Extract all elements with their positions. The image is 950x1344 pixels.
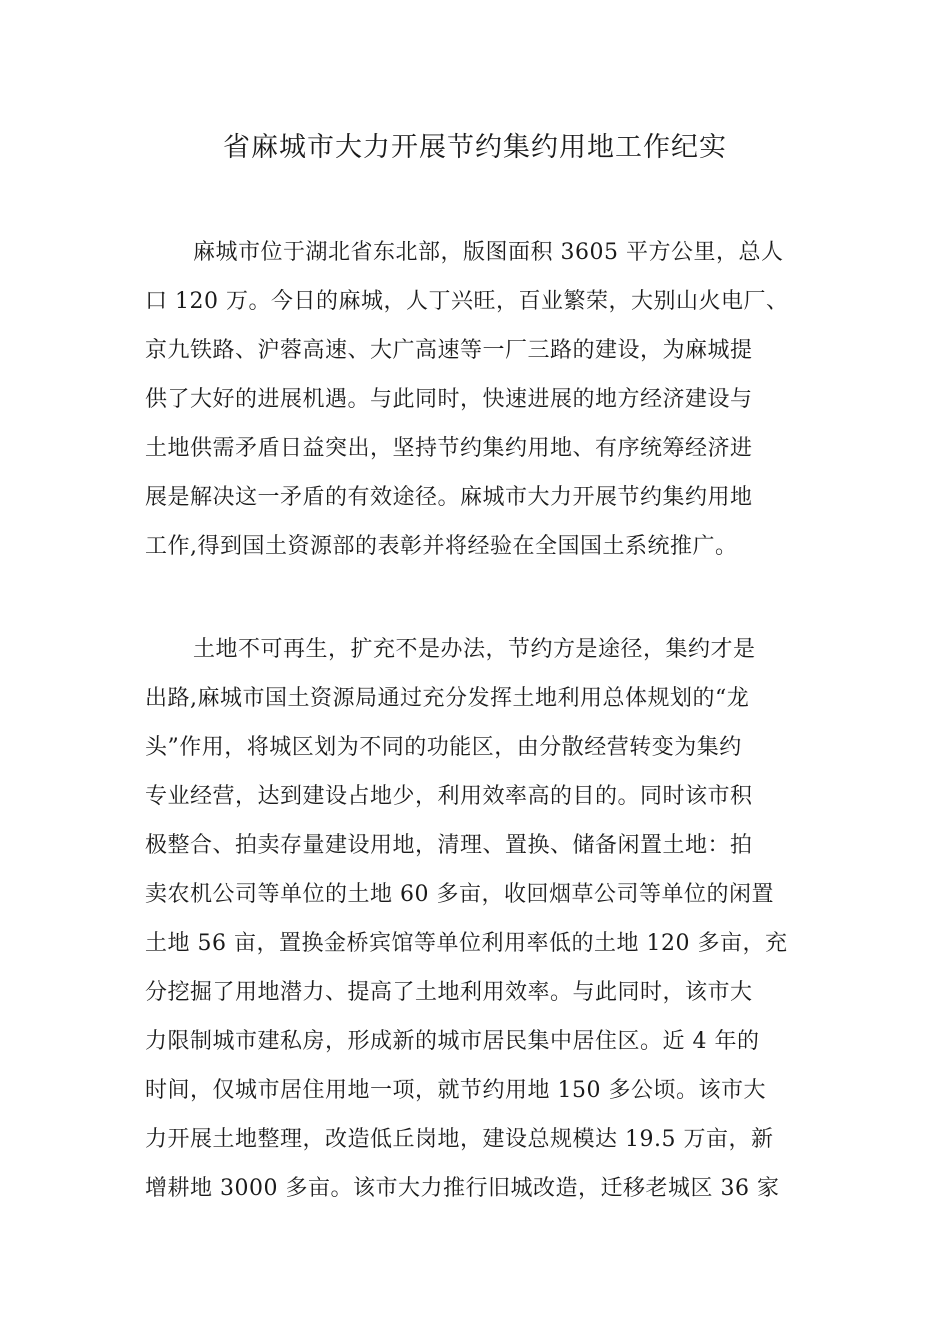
document-title: 省麻城市大力开展节约集约用地工作纪实 bbox=[223, 132, 727, 163]
paragraph-line: 卖农机公司等单位的土地 60 多亩，收回烟草公司等单位的闲置 bbox=[145, 882, 774, 907]
paragraph-line: 专业经营，达到建设占地少，利用效率高的目的。同时该市积 bbox=[145, 784, 753, 809]
paragraph-line: 出路,麻城市国土资源局通过充分发挥土地利用总体规划的“龙 bbox=[145, 686, 750, 711]
paragraph-line: 分挖掘了用地潜力、提高了土地利用效率。与此同时，该市大 bbox=[145, 980, 753, 1005]
paragraph-line: 增耕地 3000 多亩。该市大力推行旧城改造，迁移老城区 36 家 bbox=[145, 1176, 780, 1201]
paragraph-line: 力限制城市建私房，形成新的城市居民集中居住区。近 4 年的 bbox=[145, 1029, 760, 1054]
paragraph-line: 口 120 万。今日的麻城，人丁兴旺，百业繁荣，大别山火电厂、 bbox=[145, 289, 789, 314]
paragraph-line: 土地不可再生，扩充不是办法，节约方是途径，集约才是 bbox=[193, 637, 756, 662]
paragraph-line: 土地供需矛盾日益突出，坚持节约集约用地、有序统筹经济进 bbox=[145, 436, 753, 461]
paragraph-line: 土地 56 亩，置换金桥宾馆等单位利用率低的土地 120 多亩，充 bbox=[145, 931, 788, 956]
paragraph-land-use bbox=[145, 625, 807, 1213]
paragraph-intro bbox=[145, 228, 807, 571]
paragraph-line: 头”作用，将城区划为不同的功能区，由分散经营转变为集约 bbox=[145, 735, 742, 760]
paragraph-line: 工作,得到国土资源部的表彰并将经验在全国国土系统推广。 bbox=[145, 534, 738, 559]
paragraph-line: 京九铁路、沪蓉高速、大广高速等一厂三路的建设，为麻城提 bbox=[145, 338, 753, 363]
paragraph-line: 时间，仅城市居住用地一项，就节约用地 150 多公顷。该市大 bbox=[145, 1078, 766, 1103]
paragraph-line: 力开展土地整理，改造低丘岗地，建设总规模达 19.5 万亩，新 bbox=[145, 1127, 774, 1152]
paragraph-line: 极整合、拍卖存量建设用地，清理、置换、储备闲置土地：拍 bbox=[145, 833, 753, 858]
paragraph-line: 麻城市位于湖北省东北部，版图面积 3605 平方公里，总人 bbox=[193, 240, 784, 265]
paragraph-line: 供了大好的进展机遇。与此同时，快速进展的地方经济建设与 bbox=[145, 387, 753, 412]
paragraph-line: 展是解决这一矛盾的有效途径。麻城市大力开展节约集约用地 bbox=[145, 485, 753, 510]
